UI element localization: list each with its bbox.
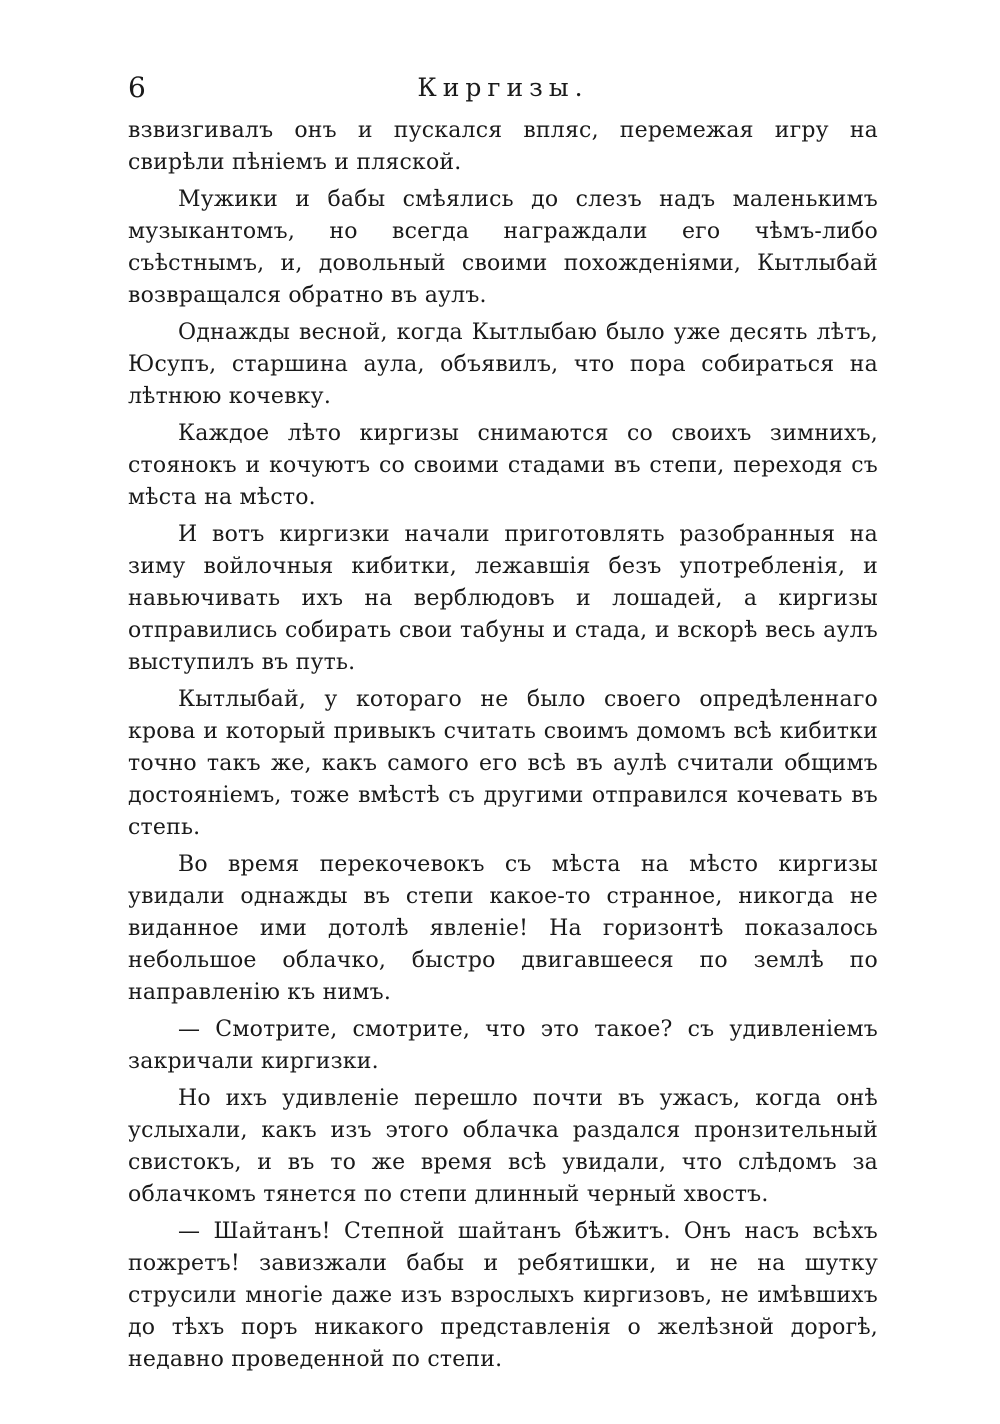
paragraph: — Шайтанъ! Степной шайтанъ бѣжитъ. Онъ насъ всѣхъ пожретъ! завизжали бабы и ребятишки, и не на шутку струсили многіе даже изъ взрослыхъ киргизовъ, не имѣвшихъ до тѣхъ поръ никакого представленія о желѣзной дорогѣ, недавно проведенной по степи. [128,1219,878,1372]
body-text [128,115,878,1381]
paragraph: Но ихъ удивленіе перешло почти въ ужасъ, когда онѣ услыхали, какъ изъ этого облачка раздался пронзительный свистокъ, и въ то же время всѣ увидали, что слѣдомъ за облачкомъ тянется по степи длинный черный хвостъ. [128,1086,878,1207]
running-head [128,64,878,112]
page-number: 6 [128,71,146,104]
paragraph: взвизгивалъ онъ и пускался впляс, перемежая игру на свирѣли пѣніемъ и пляской. [128,118,878,175]
paragraph: Однажды весной, когда Кытлыбаю было уже десять лѣтъ, Юсупъ, старшина аула, объявилъ, что пора собираться на лѣтнюю кочевку. [128,320,878,409]
paragraph: Каждое лѣто киргизы снимаются со своихъ зимнихъ, стоянокъ и кочуютъ со своими стадами въ степи, переходя съ мѣста на мѣсто. [128,421,878,510]
paragraph: Во время перекочевокъ съ мѣста на мѣсто киргизы увидали однажды въ степи какое-то странное, никогда не виданное ими дотолѣ явленіе! На горизонтѣ показалось небольшое облачко, быстро двигавшееся по землѣ по направленію къ нимъ. [128,852,878,1005]
paragraph: И вотъ киргизки начали приготовлять разобранныя на зиму войлочныя кибитки, лежавшія безъ употребленія, и навьючивать ихъ на верблюдовъ и лошадей, а киргизы отправились собирать свои табуны и стада, и вскорѣ весь аулъ выступилъ въ путь. [128,522,878,675]
paragraph: Мужики и бабы смѣялись до слезъ надъ маленькимъ музыкантомъ, но всегда награждали его чѣмъ-либо съѣстнымъ, и, довольный своими похожденіями, Кытлыбай возвращался обратно въ аулъ. [128,187,878,308]
paragraph: — Смотрите, смотрите, что это такое? съ удивленіемъ закричали киргизки. [128,1017,878,1074]
paragraph: Кытлыбай, у котораго не было своего опредѣленнаго крова и который привыкъ считать своимъ домомъ всѣ кибитки точно такъ же, какъ самого его всѣ въ аулѣ считали общимъ достояніемъ, тоже вмѣстѣ съ другими отправился кочевать въ степь. [128,687,878,840]
running-title: Киргизы. [417,73,589,102]
